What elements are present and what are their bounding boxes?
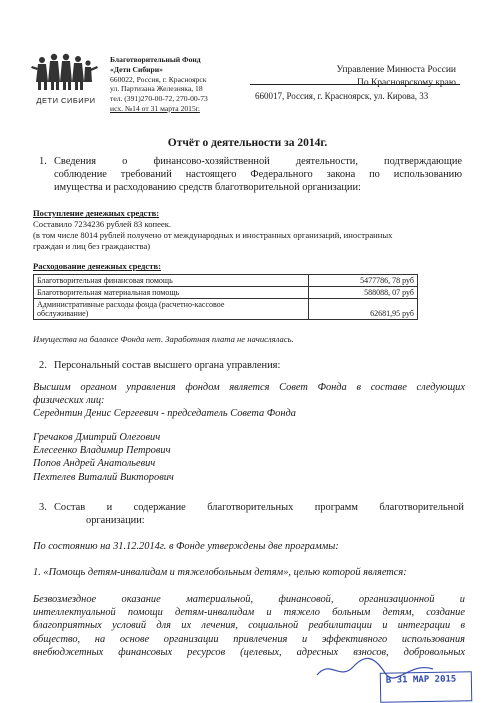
sender-address1: 660022, Россия, г. Красноярск (110, 74, 207, 84)
section1-line: имущества и расходованию средств благотворительной организации: (54, 182, 361, 194)
section2-heading: Персональный состав высшего органа управления: (54, 360, 281, 371)
org-name-line2: «Дети Сибири» (110, 64, 163, 74)
goal-line: общество, на основе организации привлечения и эффективного использования (33, 633, 465, 645)
property-note: Имущества на балансе Фонда нет. Заработная плата не начислялась. (33, 334, 294, 344)
council-member: Попов Андрей Анатольевич (33, 458, 156, 470)
income-note: (в том числе 8014 рублей получено от международных и иностранных организаций, иностранных (33, 230, 393, 240)
council-members (33, 431, 465, 484)
section1-line: Сведения о финансово-хозяйственной деятельности, подтверждающие (54, 156, 462, 167)
section3-line: организации: (86, 515, 145, 527)
outgoing-number: исх. №14 от 31 марта 2015г. (110, 103, 200, 113)
expense-name: Благотворительная материальная помощь (34, 287, 309, 299)
council-member: Пехтелев Виталий Викторович (33, 471, 174, 483)
section2-body (33, 381, 465, 421)
expense-heading: Расходование денежных средств: (33, 261, 161, 271)
expense-amount: 588088, 07 руб (309, 287, 418, 299)
expense-amount: 5477786, 78 руб (309, 275, 418, 287)
table-row (34, 287, 418, 299)
expense-name-cont: обслуживание) (37, 309, 89, 318)
income-block (33, 208, 473, 252)
program1-title: 1. «Помощь детям-инвалидам и тяжелобольным детям», целью которой является: (33, 567, 407, 578)
expense-name: Благотворительная финансовая помощь (34, 275, 309, 287)
goal-line: внебюджетных финансовых ресурсов (целевых, адресных взносов, добровольных (33, 646, 465, 658)
section3-line: Состав и содержание благотворительных программ благотворительной (54, 502, 464, 513)
council-intro: Высшим органом управления фондом является Совет Фонда в составе следующих (33, 382, 465, 393)
section3-heading (54, 501, 464, 527)
section1-number: 1. (39, 156, 47, 167)
section1-heading (54, 155, 462, 195)
stamp-prefix: В (385, 675, 392, 686)
sender-phone: тел. (391)270-00-72, 270-00-73 (110, 94, 208, 104)
stamp-date: 31 МАР 2015 (396, 674, 457, 686)
foundation-logo (24, 52, 104, 108)
programs-intro: По состоянию на 31.12.2014г. в Фонде утверждены две программы: (33, 541, 339, 552)
expense-amount: 62681,95 руб (309, 299, 418, 320)
expense-name-cell (34, 299, 309, 320)
income-note: граждан и лиц без гражданства) (33, 241, 151, 251)
receipt-stamp (380, 671, 473, 703)
goal-line: Безвозмездное оказание материальной, финансовой, организационной и (33, 594, 465, 605)
table-row (34, 299, 418, 320)
recipient-line2: По Красноярскому краю (356, 78, 456, 88)
council-intro: физических лиц: (33, 395, 105, 407)
goal-line: благоприятных условий для их лечения, социальной реабилитации и интеграции в (33, 620, 465, 632)
expense-name: Административные расходы фонда (расчетно-кассовое (37, 300, 225, 309)
council-member: Елесеенко Владимир Петрович (33, 445, 171, 457)
section2-number: 2. (39, 360, 47, 371)
recipient-line1: Управление Минюста России (336, 65, 456, 75)
recipient-address: 660017, Россия, г. Красноярск, ул. Кирова, 33 (255, 91, 429, 101)
report-title: Отчёт о деятельности за 2014г. (167, 137, 328, 149)
sender-address2: ул. Партизана Железняка, 18 (110, 84, 203, 94)
section1-line: соблюдение требований настоящего Федерального закона по использованию (54, 169, 462, 181)
council-member: Гречаков Дмитрий Олегович (33, 432, 161, 443)
program1-goal (33, 593, 465, 659)
recipient-block (276, 64, 456, 90)
expense-table (33, 274, 418, 320)
recipient-divider (250, 84, 460, 85)
logo-wordmark: ДЕТИ СИБИРИ (36, 96, 96, 105)
council-chair: Середнтин Денис Сергеевич - председатель Совета Фонда (33, 408, 296, 420)
org-name-line1: Благотворительный Фонд (110, 55, 201, 64)
goal-line: интеллектуальной помощи детям-инвалидам и тяжело больным детям, создание (33, 607, 465, 619)
section3-number: 3. (39, 502, 47, 513)
table-row (34, 275, 418, 287)
income-heading: Поступление денежных средств: (33, 208, 160, 218)
income-total: Составило 7234236 рублей 83 копеек. (33, 219, 172, 229)
